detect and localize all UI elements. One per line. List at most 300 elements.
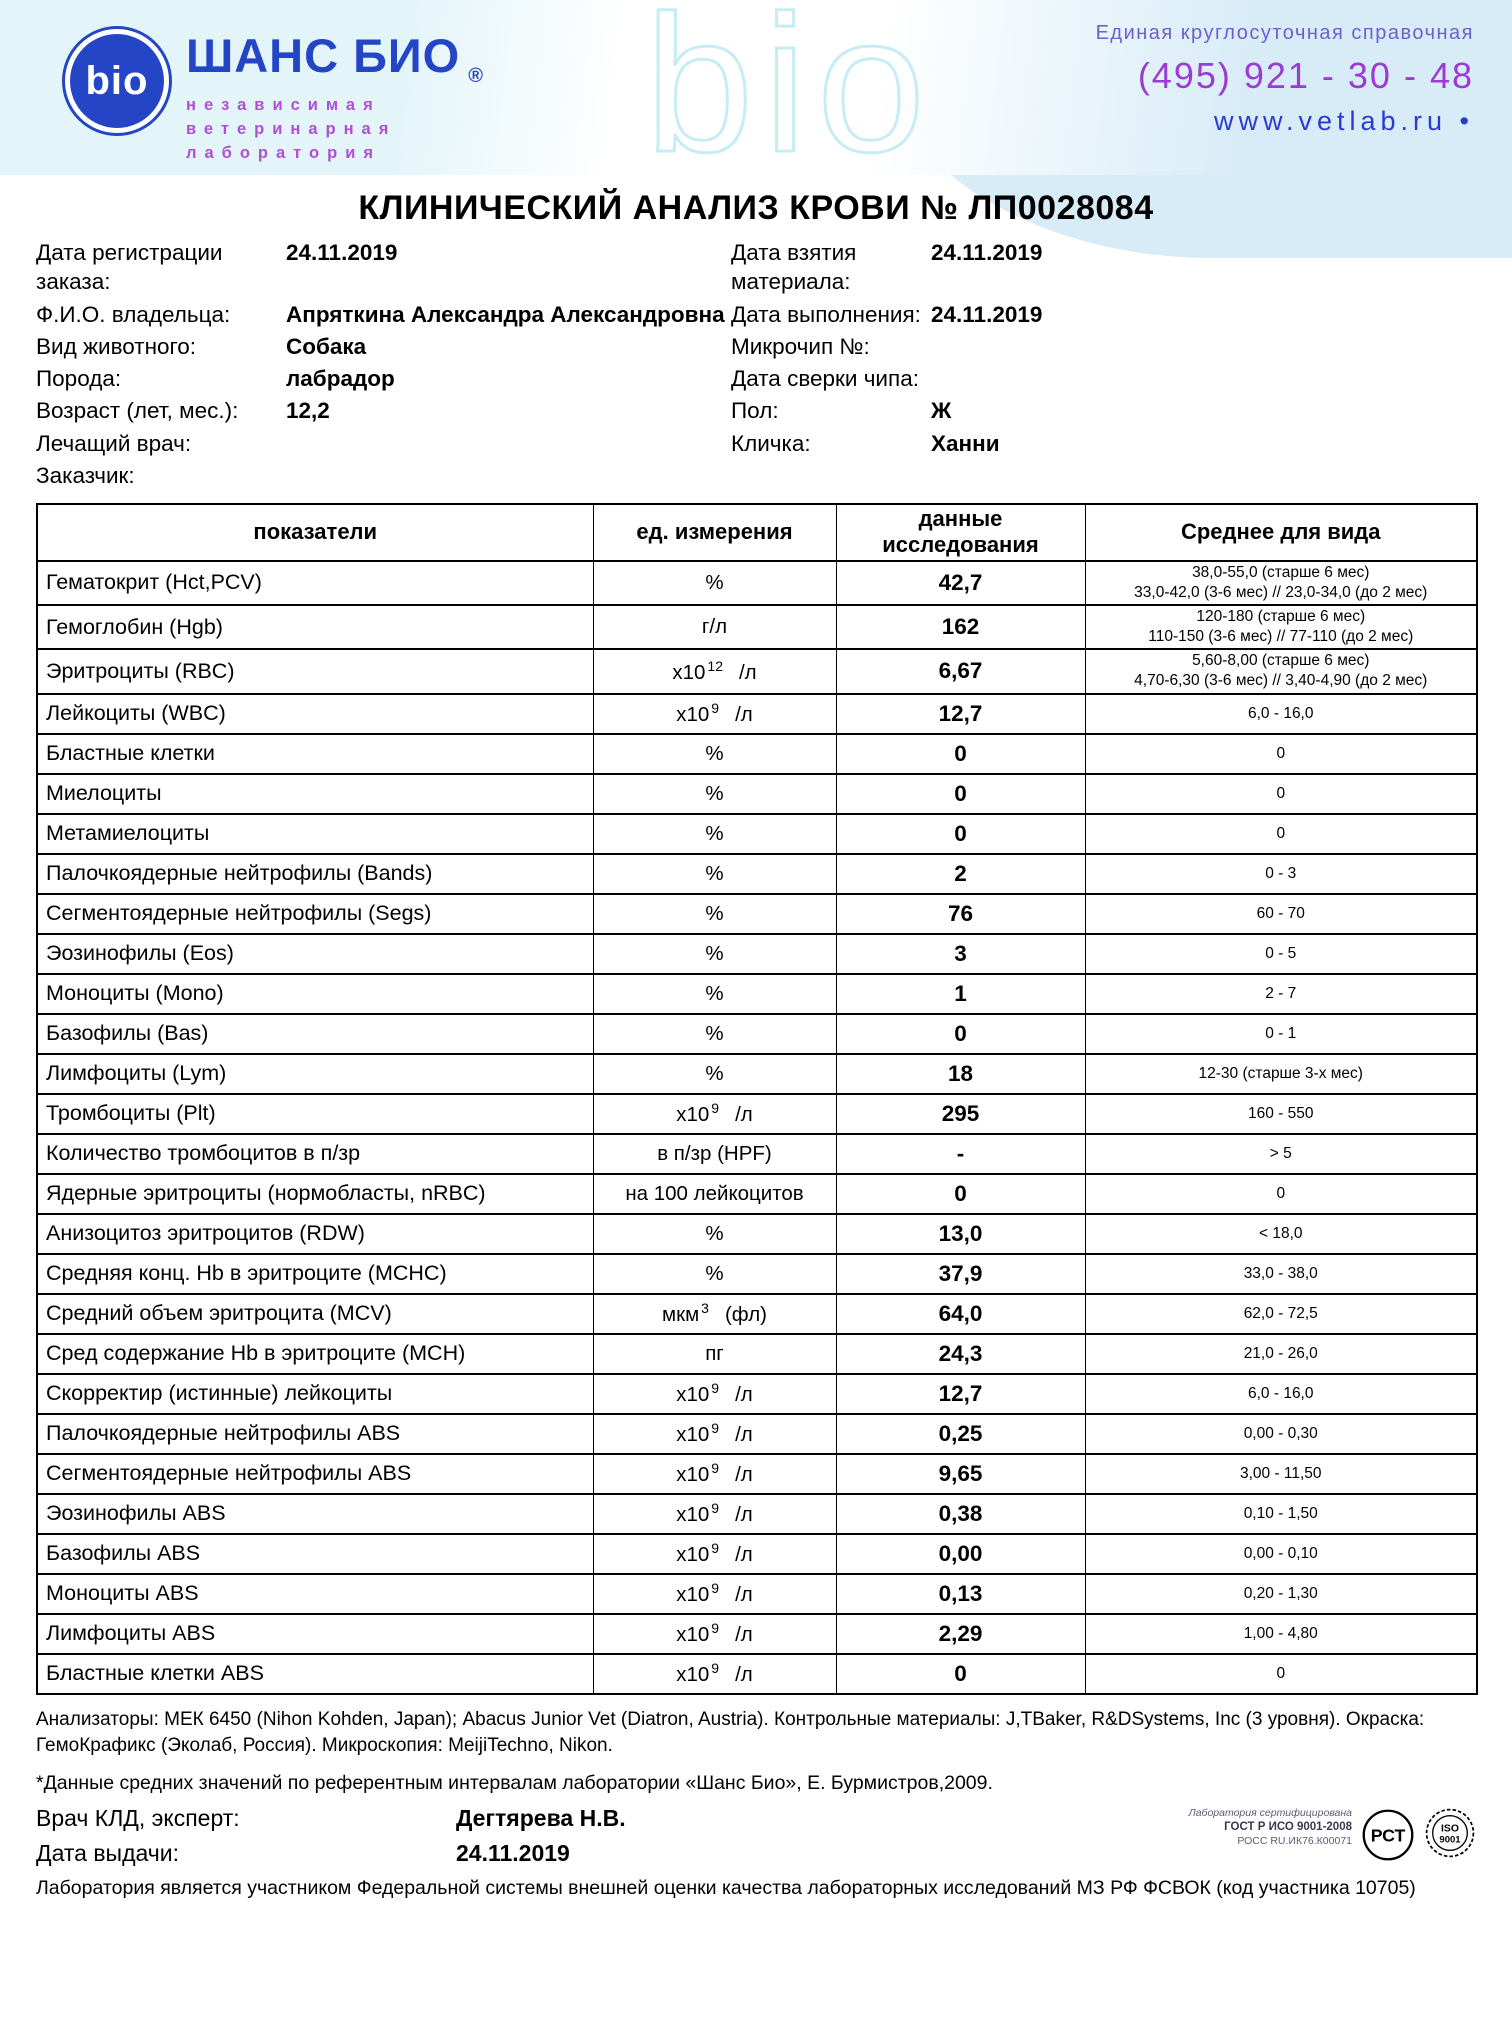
table-row (37, 1094, 1477, 1134)
info-value: 24.11.2019 (931, 301, 1043, 327)
unit-exponent: 9 (711, 1500, 720, 1517)
indicator-name-cell: Метамиелоциты (37, 814, 593, 854)
table-row (37, 854, 1477, 894)
result-value-cell: 24,3 (836, 1334, 1085, 1374)
hotline-caption: Единая круглосуточная справочная (1095, 22, 1474, 44)
info-row (36, 332, 731, 361)
table-row (37, 1214, 1477, 1254)
reference-range-cell (1085, 894, 1477, 934)
reference-range-cell (1085, 694, 1477, 734)
reference-range-cell (1085, 1054, 1477, 1094)
reference-range-cell (1085, 814, 1477, 854)
report-title: КЛИНИЧЕСКИЙ АНАЛИЗ КРОВИ № ЛП0028084 (358, 189, 1154, 227)
issue-date-label: Дата выдачи: (36, 1839, 179, 1866)
result-value-cell: 12,7 (836, 1374, 1085, 1414)
indicator-name-cell: Тромбоциты (Plt) (37, 1094, 593, 1134)
unit-base: x10 (672, 660, 706, 684)
unit-cell (593, 1494, 836, 1534)
info-value: Ж (931, 398, 952, 424)
result-value-cell: - (836, 1134, 1085, 1174)
brand-subtitle-line: лаборатория (186, 144, 381, 163)
unit-exponent: 9 (711, 1540, 720, 1557)
patient-info (36, 238, 1476, 493)
rst-certification-icon (1360, 1807, 1416, 1863)
reference-range-cell (1085, 649, 1477, 693)
unit-base: % (705, 941, 724, 965)
unit-base: % (705, 570, 724, 594)
info-label: Вид животного: (36, 333, 197, 359)
unit-denominator: /л (735, 1503, 753, 1527)
bullet-icon: • (1459, 106, 1474, 136)
table-row (37, 774, 1477, 814)
unit-denominator: /л (735, 1103, 753, 1127)
reference-range-line: 0 - 1 (1265, 1024, 1297, 1042)
unit-base: % (705, 1221, 724, 1245)
unit-cell (593, 1214, 836, 1254)
info-label: Кличка: (731, 430, 811, 456)
reference-range-cell (1085, 774, 1477, 814)
indicator-name-cell: Ядерные эритроциты (нормобласты, nRBC) (37, 1174, 593, 1214)
unit-base: г/л (701, 615, 728, 639)
table-header-row (37, 504, 1477, 561)
info-label: Возраст (лет, мес.): (36, 398, 239, 424)
info-row (36, 396, 731, 425)
unit-base: x10 (676, 703, 710, 727)
reference-range-line: 38,0-55,0 (старше 6 мес) (1192, 563, 1370, 581)
unit-base: x10 (676, 1423, 710, 1447)
info-label: Пол: (731, 398, 779, 424)
indicator-name-cell: Базофилы ABS (37, 1534, 593, 1574)
info-label: Порода: (36, 366, 122, 391)
info-row (36, 429, 731, 458)
indicator-name-cell: Эритроциты (RBC) (37, 649, 593, 693)
indicator-name-cell: Количество тромбоцитов в п/зр (37, 1134, 593, 1174)
unit-cell (593, 1574, 836, 1614)
reference-range-line: 33,0-42,0 (3-6 мес) // 23,0-34,0 (до 2 мес) (1134, 583, 1428, 601)
reference-range-line: 4,70-6,30 (3-6 мес) // 3,40-4,90 (до 2 мес) (1134, 672, 1428, 690)
result-value-cell: 42,7 (836, 561, 1085, 605)
indicator-name-cell: Бластные клетки ABS (37, 1654, 593, 1694)
unit-denominator: (фл) (724, 1303, 767, 1327)
unit-base: x10 (676, 1663, 710, 1687)
unit-cell (593, 814, 836, 854)
certification-line2: ГОСТ Р ИСО 9001-2008 (1224, 1821, 1352, 1834)
unit-base: % (705, 861, 724, 885)
unit-base: % (705, 901, 724, 925)
svg-text:9001: 9001 (1439, 1834, 1461, 1846)
unit-base: % (705, 1061, 724, 1085)
table-row (37, 1454, 1477, 1494)
unit-base: % (705, 1261, 724, 1285)
unit-cell (593, 1014, 836, 1054)
unit-cell (593, 854, 836, 894)
info-row (731, 364, 1476, 393)
indicator-name-cell: Миелоциты (37, 774, 593, 814)
result-value-cell: 0 (836, 1174, 1085, 1214)
reference-range-line: 0,00 - 0,30 (1243, 1424, 1318, 1442)
reference-range-cell (1085, 1094, 1477, 1134)
unit-base: мкм (662, 1303, 700, 1327)
svg-text:РСТ: РСТ (1370, 1825, 1406, 1846)
table-row (37, 894, 1477, 934)
indicator-name-cell: Сред содержание Hb в эритроците (MCH) (37, 1334, 593, 1374)
certification-line1: Лаборатория сертифицирована (1188, 1806, 1352, 1819)
unit-base: x10 (676, 1583, 710, 1607)
reference-range-line: 0 (1276, 784, 1286, 802)
unit-cell (593, 1174, 836, 1214)
reference-range-cell (1085, 734, 1477, 774)
unit-base: x10 (676, 1623, 710, 1647)
info-row (731, 332, 1476, 361)
unit-denominator: /л (735, 1383, 753, 1407)
brand-subtitle-line: ветеринарная (186, 120, 397, 139)
table-row (37, 1174, 1477, 1214)
reference-range-line: 60 - 70 (1256, 904, 1305, 922)
brand-subtitle-line: независимая (186, 96, 381, 115)
info-value: Собака (286, 333, 367, 359)
info-label: Дата выполнения: (731, 301, 921, 327)
result-value-cell: 1 (836, 974, 1085, 1014)
indicator-name-cell: Палочкоядерные нейтрофилы (Bands) (37, 854, 593, 894)
info-value: Апряткина Александра Александровна (286, 301, 725, 327)
indicator-name-cell: Лейкоциты (WBC) (37, 694, 593, 734)
indicator-name-cell: Бластные клетки (37, 734, 593, 774)
table-row (37, 814, 1477, 854)
unit-exponent: 9 (711, 1660, 720, 1677)
report-footer (36, 1707, 1476, 1902)
unit-exponent: 9 (711, 1380, 720, 1397)
doctor-name: Дегтярева Н.В. (456, 1804, 626, 1831)
info-value (286, 461, 731, 490)
unit-base: % (705, 821, 724, 845)
reference-range-line: 12-30 (старше 3-х мес) (1198, 1064, 1363, 1082)
signature-block (36, 1805, 1476, 1867)
reference-range-cell (1085, 1454, 1477, 1494)
indicator-name-cell: Скорректир (истинные) лейкоциты (37, 1374, 593, 1414)
unit-cell (593, 774, 836, 814)
unit-base: % (705, 741, 724, 765)
issue-date-value: 24.11.2019 (456, 1839, 570, 1866)
indicator-name-cell: Средний объем эритроцита (MCV) (37, 1294, 593, 1334)
results-tbody (37, 561, 1477, 1694)
reference-range-line: > 5 (1269, 1144, 1292, 1162)
unit-base: на 100 лейкоцитов (625, 1181, 804, 1205)
fsvok-participation-note: Лаборатория является участником Федеральной системы внешней оценки качества лабораторных исследований МЗ РФ ФСВОК (код участника 10705) (36, 1876, 1416, 1899)
indicator-name-cell: Сегментоядерные нейтрофилы ABS (37, 1454, 593, 1494)
unit-denominator: /л (735, 1463, 753, 1487)
unit-denominator: /л (735, 1583, 753, 1607)
reference-range-cell (1085, 1374, 1477, 1414)
reference-range-line: 5,60-8,00 (старше 6 мес) (1192, 652, 1370, 670)
col-header-indicators: показатели (37, 504, 593, 561)
reference-range-line: 1,00 - 4,80 (1243, 1624, 1318, 1642)
reference-source-note: *Данные средних значений по референтным интервалам лаборатории «Шанс Био», Е. Бурмистров,2009. (36, 1771, 993, 1794)
info-column-right (731, 238, 1476, 493)
unit-base: % (705, 981, 724, 1005)
info-column-left (36, 238, 731, 493)
reference-range-cell (1085, 561, 1477, 605)
unit-cell (593, 1054, 836, 1094)
info-row (36, 461, 731, 490)
reference-range-cell (1085, 1574, 1477, 1614)
reference-range-cell (1085, 974, 1477, 1014)
unit-cell (593, 1094, 836, 1134)
unit-cell (593, 1614, 836, 1654)
table-row (37, 1654, 1477, 1694)
unit-denominator: /л (735, 1623, 753, 1647)
unit-cell (593, 974, 836, 1014)
unit-exponent: 9 (711, 1460, 720, 1477)
result-value-cell: 18 (836, 1054, 1085, 1094)
table-row (37, 561, 1477, 605)
website-url (1096, 106, 1474, 137)
indicator-name-cell: Эозинофилы (Eos) (37, 934, 593, 974)
info-row (36, 364, 731, 393)
result-value-cell: 12,7 (836, 694, 1085, 734)
table-row (37, 1614, 1477, 1654)
certification-text (1147, 1807, 1352, 1849)
result-value-cell: 0,38 (836, 1494, 1085, 1534)
reference-range-line: 0,00 - 0,10 (1243, 1544, 1318, 1562)
reference-range-line: 0 (1276, 744, 1286, 762)
unit-cell (593, 1134, 836, 1174)
indicator-name-cell: Средняя конц. Hb в эритроците (MCHC) (37, 1254, 593, 1294)
unit-cell (593, 605, 836, 649)
table-row (37, 1334, 1477, 1374)
reference-range-cell (1085, 1254, 1477, 1294)
result-value-cell: 0 (836, 774, 1085, 814)
result-value-cell: 6,67 (836, 649, 1085, 693)
unit-denominator: /л (735, 1663, 753, 1687)
table-row (37, 1494, 1477, 1534)
indicator-name-cell: Базофилы (Bas) (37, 1014, 593, 1054)
result-value-cell: 3 (836, 934, 1085, 974)
col-header-results: данные исследования (836, 504, 1085, 561)
unit-cell (593, 1454, 836, 1494)
lab-logo-text: bio (70, 34, 164, 128)
svg-text:ISO: ISO (1441, 1823, 1459, 1835)
indicator-name-cell: Эозинофилы ABS (37, 1494, 593, 1534)
reference-range-cell (1085, 1214, 1477, 1254)
unit-cell (593, 1654, 836, 1694)
info-row (731, 396, 1476, 425)
col-header-reference: Среднее для вида (1085, 504, 1477, 561)
result-value-cell: 0 (836, 1014, 1085, 1054)
brand-subtitle (186, 94, 484, 166)
reference-range-line: 160 - 550 (1248, 1104, 1314, 1122)
info-label: Лечащий врач: (36, 430, 192, 456)
table-row (37, 1574, 1477, 1614)
reference-range-cell (1085, 1174, 1477, 1214)
brand-name (186, 29, 484, 88)
table-row (37, 605, 1477, 649)
table-row (37, 1374, 1477, 1414)
reference-range-cell (1085, 1494, 1477, 1534)
phone-number: (495) 921 - 30 - 48 (1137, 55, 1474, 96)
unit-exponent: 9 (711, 700, 720, 717)
result-value-cell: 2 (836, 854, 1085, 894)
info-row (731, 238, 1476, 297)
info-label: Ф.И.О. владельца: (36, 301, 231, 327)
table-row (37, 1054, 1477, 1094)
certification-block (1147, 1807, 1476, 1863)
result-value-cell: 0,00 (836, 1534, 1085, 1574)
info-label: Заказчик: (36, 462, 135, 488)
table-row (37, 1534, 1477, 1574)
reference-range-cell (1085, 1294, 1477, 1334)
reference-range-line: 33,0 - 38,0 (1243, 1264, 1318, 1282)
info-row (36, 300, 731, 329)
info-row (731, 300, 1476, 329)
brand-block (186, 29, 484, 166)
reference-range-line: 0 - 5 (1265, 944, 1297, 962)
result-value-cell: 37,9 (836, 1254, 1085, 1294)
reference-range-cell (1085, 934, 1477, 974)
result-value-cell: 0,25 (836, 1414, 1085, 1454)
indicator-name-cell: Палочкоядерные нейтрофилы ABS (37, 1414, 593, 1454)
reference-range-line: 0 (1276, 1184, 1286, 1202)
unit-base: пг (705, 1341, 724, 1365)
info-value: лабрадор (286, 366, 395, 391)
reference-range-cell (1085, 854, 1477, 894)
reference-range-line: 62,0 - 72,5 (1243, 1304, 1318, 1322)
unit-cell (593, 1334, 836, 1374)
reference-range-line: 6,0 - 16,0 (1248, 1384, 1314, 1402)
reference-range-line: 21,0 - 26,0 (1243, 1344, 1318, 1362)
unit-cell (593, 649, 836, 693)
table-row (37, 934, 1477, 974)
unit-base: x10 (676, 1503, 710, 1527)
result-value-cell: 76 (836, 894, 1085, 934)
analyzers-note: Анализаторы: МЕК 6450 (Nihon Kohden, Japan); Abacus Junior Vet (Diatron, Austria). Контрольные материалы: J,TBaker, R&DSystems, Inc (3 уровня). Окраска: ГемоКрафикс (Эколаб, Россия). Микроскопия: MeijiTechno, Nikon. (36, 1708, 1425, 1757)
unit-denominator: /л (738, 660, 757, 684)
unit-base: x10 (676, 1103, 710, 1127)
table-row (37, 734, 1477, 774)
bio-watermark: bio (645, 0, 936, 193)
reference-range-line: 0,10 - 1,50 (1243, 1504, 1318, 1522)
reference-range-line: 0 (1276, 1664, 1286, 1682)
table-row (37, 1294, 1477, 1334)
unit-exponent: 9 (711, 1620, 720, 1637)
unit-exponent: 9 (711, 1420, 720, 1437)
certification-line3: РОСС RU.ИК76.К00071 (1237, 1835, 1352, 1848)
indicator-name-cell: Моноциты ABS (37, 1574, 593, 1614)
info-label: Дата регистрации заказа: (36, 240, 223, 295)
indicator-name-cell: Моноциты (Mono) (37, 974, 593, 1014)
info-label: Микрочип №: (731, 333, 870, 359)
unit-cell (593, 694, 836, 734)
reference-range-cell (1085, 1654, 1477, 1694)
table-row (37, 649, 1477, 693)
reference-range-line: 0 - 3 (1265, 864, 1297, 882)
reference-range-line: 2 - 7 (1265, 984, 1297, 1002)
table-row (37, 1014, 1477, 1054)
unit-cell (593, 1414, 836, 1454)
table-row (37, 974, 1477, 1014)
unit-denominator: /л (735, 703, 753, 727)
info-label: Дата взятия материала: (731, 240, 857, 295)
info-value (931, 332, 1476, 361)
result-value-cell: 2,29 (836, 1614, 1085, 1654)
table-row (37, 1414, 1477, 1454)
result-value-cell: 13,0 (836, 1214, 1085, 1254)
doctor-label: Врач КЛД, эксперт: (36, 1804, 240, 1831)
reference-range-cell (1085, 1534, 1477, 1574)
unit-exponent: 9 (711, 1580, 720, 1597)
col-header-units: ед. измерения (593, 504, 836, 561)
reference-range-line: 110-150 (3-6 мес) // 77-110 (до 2 мес) (1148, 628, 1414, 646)
unit-base: x10 (676, 1543, 710, 1567)
reference-range-cell (1085, 1134, 1477, 1174)
indicator-name-cell: Анизоцитоз эритроцитов (RDW) (37, 1214, 593, 1254)
registered-trademark-icon: ® (468, 65, 484, 88)
unit-cell (593, 1294, 836, 1334)
unit-cell (593, 934, 836, 974)
unit-cell (593, 734, 836, 774)
table-row (37, 1134, 1477, 1174)
header-banner (0, 0, 1512, 193)
indicator-name-cell: Гематокрит (Hct,PCV) (37, 561, 593, 605)
indicator-name-cell: Сегментоядерные нейтрофилы (Segs) (37, 894, 593, 934)
result-value-cell: 9,65 (836, 1454, 1085, 1494)
reference-range-line: 3,00 - 11,50 (1239, 1464, 1322, 1482)
info-value: Ханни (931, 430, 1000, 456)
indicator-name-cell: Гемоглобин (Hgb) (37, 605, 593, 649)
table-row (37, 1254, 1477, 1294)
result-value-cell: 0 (836, 1654, 1085, 1694)
info-row (731, 429, 1476, 458)
contact-block (1096, 22, 1474, 137)
reference-range-cell (1085, 1334, 1477, 1374)
unit-base: % (705, 1021, 724, 1045)
info-value: 24.11.2019 (931, 240, 1043, 265)
table-row (37, 694, 1477, 734)
reference-range-cell (1085, 1614, 1477, 1654)
unit-base: x10 (676, 1383, 710, 1407)
unit-exponent: 3 (701, 1300, 709, 1317)
unit-denominator: /л (735, 1543, 753, 1567)
unit-cell (593, 1534, 836, 1574)
result-value-cell: 64,0 (836, 1294, 1085, 1334)
info-value: 12,2 (286, 398, 330, 424)
info-value (286, 429, 731, 458)
info-row (36, 238, 731, 297)
unit-cell (593, 1254, 836, 1294)
result-value-cell: 0 (836, 734, 1085, 774)
reference-range-line: 120-180 (старше 6 мес) (1196, 608, 1366, 626)
indicator-name-cell: Лимфоциты ABS (37, 1614, 593, 1654)
result-value-cell: 162 (836, 605, 1085, 649)
unit-base: в п/зр (HPF) (657, 1141, 772, 1165)
info-value (931, 364, 1476, 393)
reference-range-line: 0 (1276, 824, 1286, 842)
lab-logo-icon (62, 26, 172, 136)
info-label: Дата сверки чипа: (731, 366, 919, 391)
unit-exponent: 9 (711, 1100, 720, 1117)
website-url-text: www.vetlab.ru (1213, 106, 1448, 136)
result-value-cell: 0,13 (836, 1574, 1085, 1614)
reference-range-cell (1085, 1014, 1477, 1054)
reference-range-line: < 18,0 (1258, 1224, 1303, 1242)
banner-background (0, 0, 1512, 193)
reference-range-line: 6,0 - 16,0 (1248, 704, 1314, 722)
result-value-cell: 0 (836, 814, 1085, 854)
reference-range-cell (1085, 1414, 1477, 1454)
results-table (36, 503, 1478, 1695)
unit-exponent: 12 (707, 658, 723, 675)
brand-name-text: ШАНС БИО (186, 29, 461, 82)
iso-9001-seal-icon (1424, 1807, 1476, 1859)
